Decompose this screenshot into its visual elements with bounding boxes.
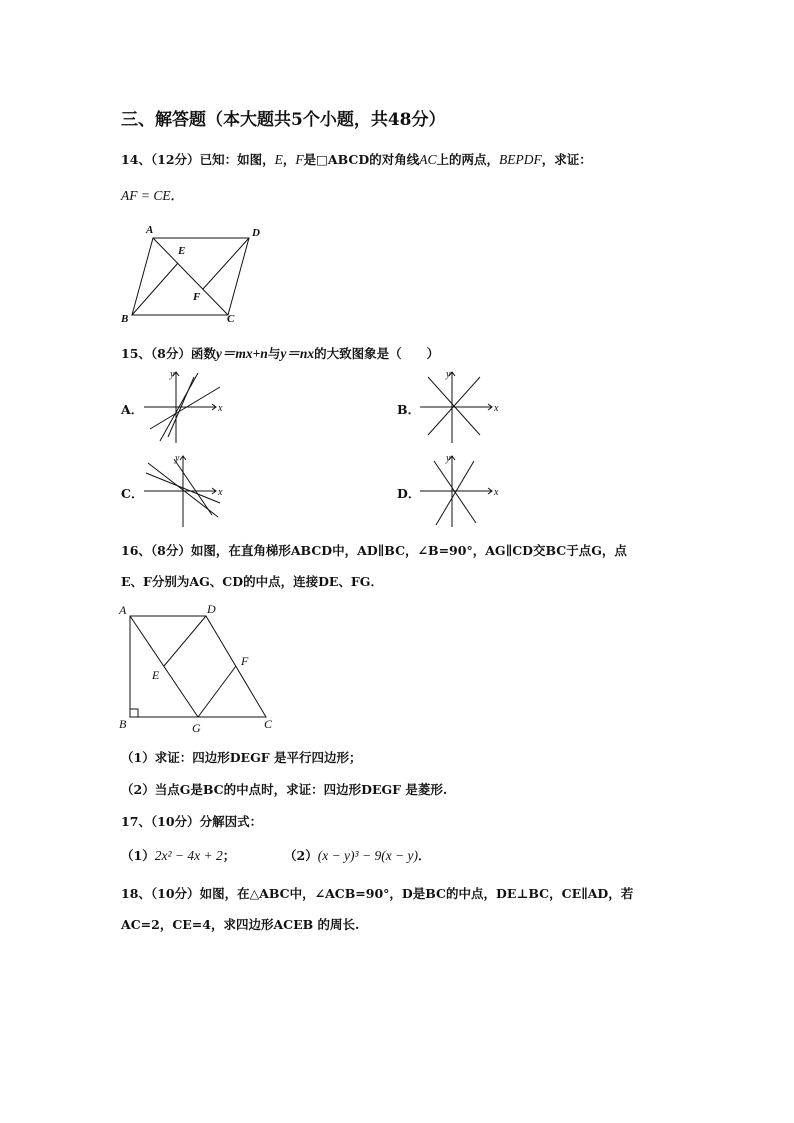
question-14-line-1 <box>121 150 592 168</box>
option-c-graph[interactable] <box>140 451 230 529</box>
function-1: y＝mx+n <box>215 346 268 361</box>
question-17-number: 17、 <box>121 814 151 829</box>
segment-ag <box>130 616 198 717</box>
question-17-text: 分解因式： <box>199 814 263 829</box>
option-b-label[interactable]: B． <box>397 402 421 417</box>
question-14-text-b: 是□ABCD的对角线 <box>303 152 420 167</box>
question-15-number: 15、 <box>121 346 151 361</box>
question-16-part-1: （1）求证：四边形DEGF 是平行四边形； <box>121 750 362 765</box>
vertex-a-label: A <box>119 603 127 617</box>
point-f-fig-label: F <box>193 291 201 303</box>
x-axis-label: x <box>494 403 499 414</box>
y-axis-label: y <box>170 369 175 380</box>
point-e-label: E <box>274 152 283 167</box>
question-18-line-2: AC=2，CE=4，求四边形ACEB 的周长. <box>121 917 360 932</box>
question-15-text-c: 的大致图象是（ ） <box>314 346 440 361</box>
segment-fg <box>198 666 236 717</box>
vertex-d-label: D <box>207 602 216 616</box>
option-a-label[interactable]: A． <box>121 402 144 417</box>
option-a-graph[interactable] <box>140 367 230 445</box>
point-f-label: F <box>295 152 304 167</box>
question-15-text-a: 函数 <box>190 346 216 361</box>
section-heading: 三、解答题（本大题共5个小题，共48分） <box>121 110 446 130</box>
x-axis-label: x <box>218 487 223 498</box>
y-axis-label: y <box>175 453 180 464</box>
line-1 <box>434 461 476 523</box>
point-e-label: E <box>152 668 160 682</box>
part-2-end: ． <box>418 848 431 863</box>
option-c-label[interactable]: C． <box>121 486 144 501</box>
question-15-line <box>121 342 439 362</box>
question-14-line-2 <box>121 186 183 204</box>
option-d-graph[interactable] <box>416 451 506 529</box>
line-3 <box>150 387 220 429</box>
question-17-part-2 <box>284 846 431 864</box>
question-16-score: （8分） <box>150 543 191 558</box>
question-16-text-1: 如图，在直角梯形ABCD中，AD∥BC，∠B=90°，AG∥CD交BC于点G，点 <box>190 543 627 558</box>
vertex-c-label: C <box>227 313 235 325</box>
question-18-number: 18、 <box>121 886 151 901</box>
question-16-number: 16、 <box>121 543 151 558</box>
parallel-symbol: P <box>515 152 524 167</box>
figure-14-parallelogram <box>115 220 275 328</box>
segment-be: BE <box>498 152 516 167</box>
question-18-score: （10分） <box>150 886 200 901</box>
option-b-graph[interactable] <box>416 367 506 445</box>
point-g-label: G <box>192 721 201 735</box>
separator: ， <box>282 152 296 167</box>
question-14-text-c: 上的两点， <box>436 152 499 167</box>
question-17-score: （10分） <box>150 814 200 829</box>
point-e-fig-label: E <box>178 245 186 257</box>
right-angle-mark <box>130 709 138 717</box>
line-2 <box>436 461 474 525</box>
y-axis-label: y <box>446 453 451 464</box>
question-14-number: 14、 <box>121 152 151 167</box>
period: ． <box>170 188 184 203</box>
question-16-line-1 <box>121 541 627 559</box>
vertex-b-label: B <box>121 313 129 325</box>
part-2-label: （2） <box>284 848 318 863</box>
segment-df: DF <box>523 152 542 167</box>
question-14-score: （12分） <box>150 152 200 167</box>
vertex-b-label: B <box>119 717 127 731</box>
figure-16-trapezoid <box>112 600 282 738</box>
vertex-d-label: D <box>252 227 260 239</box>
part-1-end: ； <box>222 848 236 863</box>
vertex-c-label: C <box>264 717 273 731</box>
question-16-part-2: （2）当点G是BC的中点时，求证：四边形DEGF 是菱形. <box>121 782 448 797</box>
part-1-expression: 2x² − 4x + 2 <box>154 848 223 863</box>
question-14-text-d: ，求证： <box>541 152 592 167</box>
part-2-expression: (x − y)³ − 9(x − y) <box>317 848 419 863</box>
segment-ac: AC <box>419 152 437 167</box>
question-17-part-1 <box>121 846 235 864</box>
question-15-score: （8分） <box>150 346 191 361</box>
function-2: y＝nx <box>280 346 315 361</box>
option-d-label[interactable]: D． <box>397 486 421 501</box>
question-15-text-b: 与 <box>267 346 281 361</box>
question-18-line-1 <box>121 884 633 902</box>
x-axis-label: x <box>494 487 499 498</box>
question-14-text-a: 已知：如图， <box>199 152 275 167</box>
question-16-line-2: E、F分别为AG、CD的中点，连接DE、FG． <box>121 574 383 589</box>
vertex-a-label: A <box>146 224 154 236</box>
point-f-label: F <box>241 654 249 668</box>
question-18-text-1: 如图，在△ABC中，∠ACB=90°，D是BC的中点，DE⊥BC，CE∥AD，若 <box>199 886 634 901</box>
x-axis-label: x <box>218 403 223 414</box>
y-axis-label: y <box>446 369 451 380</box>
question-17-line-1 <box>121 812 262 830</box>
segment-de <box>164 616 206 666</box>
part-1-label: （1） <box>121 848 155 863</box>
diagonal-ac <box>153 238 228 315</box>
equation-af-ce: AF = CE <box>121 188 171 203</box>
